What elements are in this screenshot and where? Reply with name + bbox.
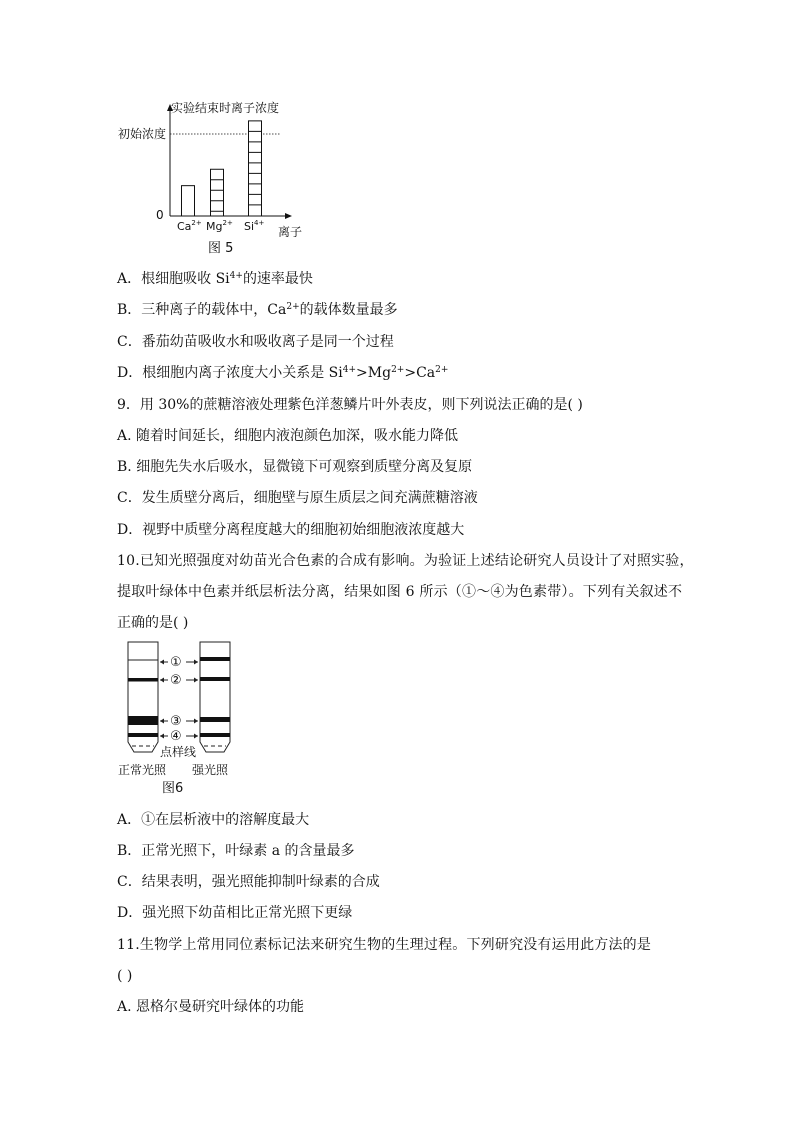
left-band-2: [128, 678, 158, 682]
figure-6-caption: 图6: [162, 781, 184, 796]
band-label-3: ③: [170, 714, 182, 729]
x-axis-arrow: [285, 213, 292, 219]
right-band-3: [200, 717, 230, 722]
right-tube: [200, 642, 230, 752]
figure-5-chart: [112, 98, 312, 260]
q10-option-d: D．强光照下幼苗相比正常光照下更绿: [117, 905, 353, 921]
q10-option-a: A．①在层析液中的溶解度最大: [117, 812, 310, 828]
q10-stem-line3: 正确的是( ): [117, 615, 189, 631]
figure-5-caption: 图 5: [208, 241, 234, 256]
tick-label-si: $Si^{4+}$: [244, 219, 265, 233]
q11-stem-line2: ( ): [117, 968, 133, 984]
q9-option-b: B. 细胞先失水后吸水，显微镜下可观察到质壁分离及复原: [117, 459, 473, 475]
left-band-3: [128, 716, 158, 725]
q8-option-c: C．番茄幼苗吸收水和吸收离子是同一个过程: [117, 334, 394, 350]
q9-option-a: A. 随着时间延长，细胞内液泡颜色加深，吸水能力降低: [117, 428, 459, 444]
q8-option-d: D．根细胞内离子浓度大小关系是 $Si^{4+}>Mg^{2+}>Ca^{2+}$: [117, 365, 449, 381]
origin-line-label: 点样线: [160, 745, 197, 759]
bar-rect: [182, 186, 195, 216]
right-band-2: [200, 677, 230, 681]
tick-label-mg: $Mg^{2+}$: [206, 219, 233, 233]
right-band-1: [200, 657, 230, 661]
q9-stem: 9．用 30%的蔗糖溶液处理紫色洋葱鳞片叶外表皮，则下列说法正确的是( ): [117, 397, 583, 413]
q10-stem-line1: 10.已知光照强度对幼苗光合色素的合成有影响。为验证上述结论研究人员设计了对照实验，: [117, 553, 694, 569]
left-tube: [128, 642, 158, 752]
right-tube-label: 强光照: [192, 763, 229, 777]
category-tick-labels: [177, 219, 265, 233]
y-axis-label: 实验结束时离子浓度: [171, 101, 280, 115]
q11-stem-line1: 11.生物学上常用同位素标记法来研究生物的生理过程。下列研究没有运用此方法的是: [117, 937, 652, 953]
q10-option-c: C．结果表明，强光照能抑制叶绿素的合成: [117, 874, 380, 890]
initial-concentration-label: 初始浓度: [118, 127, 167, 141]
origin-label: 0: [156, 208, 164, 222]
q9-option-c: C．发生质壁分离后，细胞壁与原生质层之间充满蔗糖溶液: [117, 490, 478, 506]
q9-option-d: D．视野中质壁分离程度越大的细胞初始细胞液浓度越大: [117, 522, 465, 538]
q8-option-a: A．根细胞吸收 $Si^{4+}$的速率最快: [117, 271, 313, 287]
q11-option-a: A. 恩格尔曼研究叶绿体的功能: [117, 999, 305, 1015]
bar-rect: [211, 169, 224, 216]
right-band-4: [200, 733, 230, 737]
left-tube-label: 正常光照: [118, 763, 167, 777]
bar-ca: [182, 186, 195, 216]
bar-mg: [211, 169, 224, 216]
band-label-1: ①: [170, 655, 182, 670]
q10-option-b: B．正常光照下，叶绿素 a 的含量最多: [117, 843, 355, 859]
q8-option-b: B．三种离子的载体中，$Ca^{2+}$的载体数量最多: [117, 302, 398, 318]
x-axis-label: 离子: [278, 225, 303, 239]
q10-stem-line2: 提取叶绿体中色素并纸层析法分离，结果如图 6 所示（①～④为色素带）。下列有关叙述不: [117, 584, 683, 600]
bar-rect: [249, 121, 262, 216]
tick-label-ca: $Ca^{2+}$: [177, 219, 202, 233]
band-label-2: ②: [170, 673, 182, 688]
figure-6-chromatography: [112, 640, 252, 798]
bar-si: [249, 121, 262, 216]
left-band-4: [128, 733, 158, 737]
band-label-4: ④: [170, 729, 182, 744]
chart-bars: [182, 121, 262, 216]
